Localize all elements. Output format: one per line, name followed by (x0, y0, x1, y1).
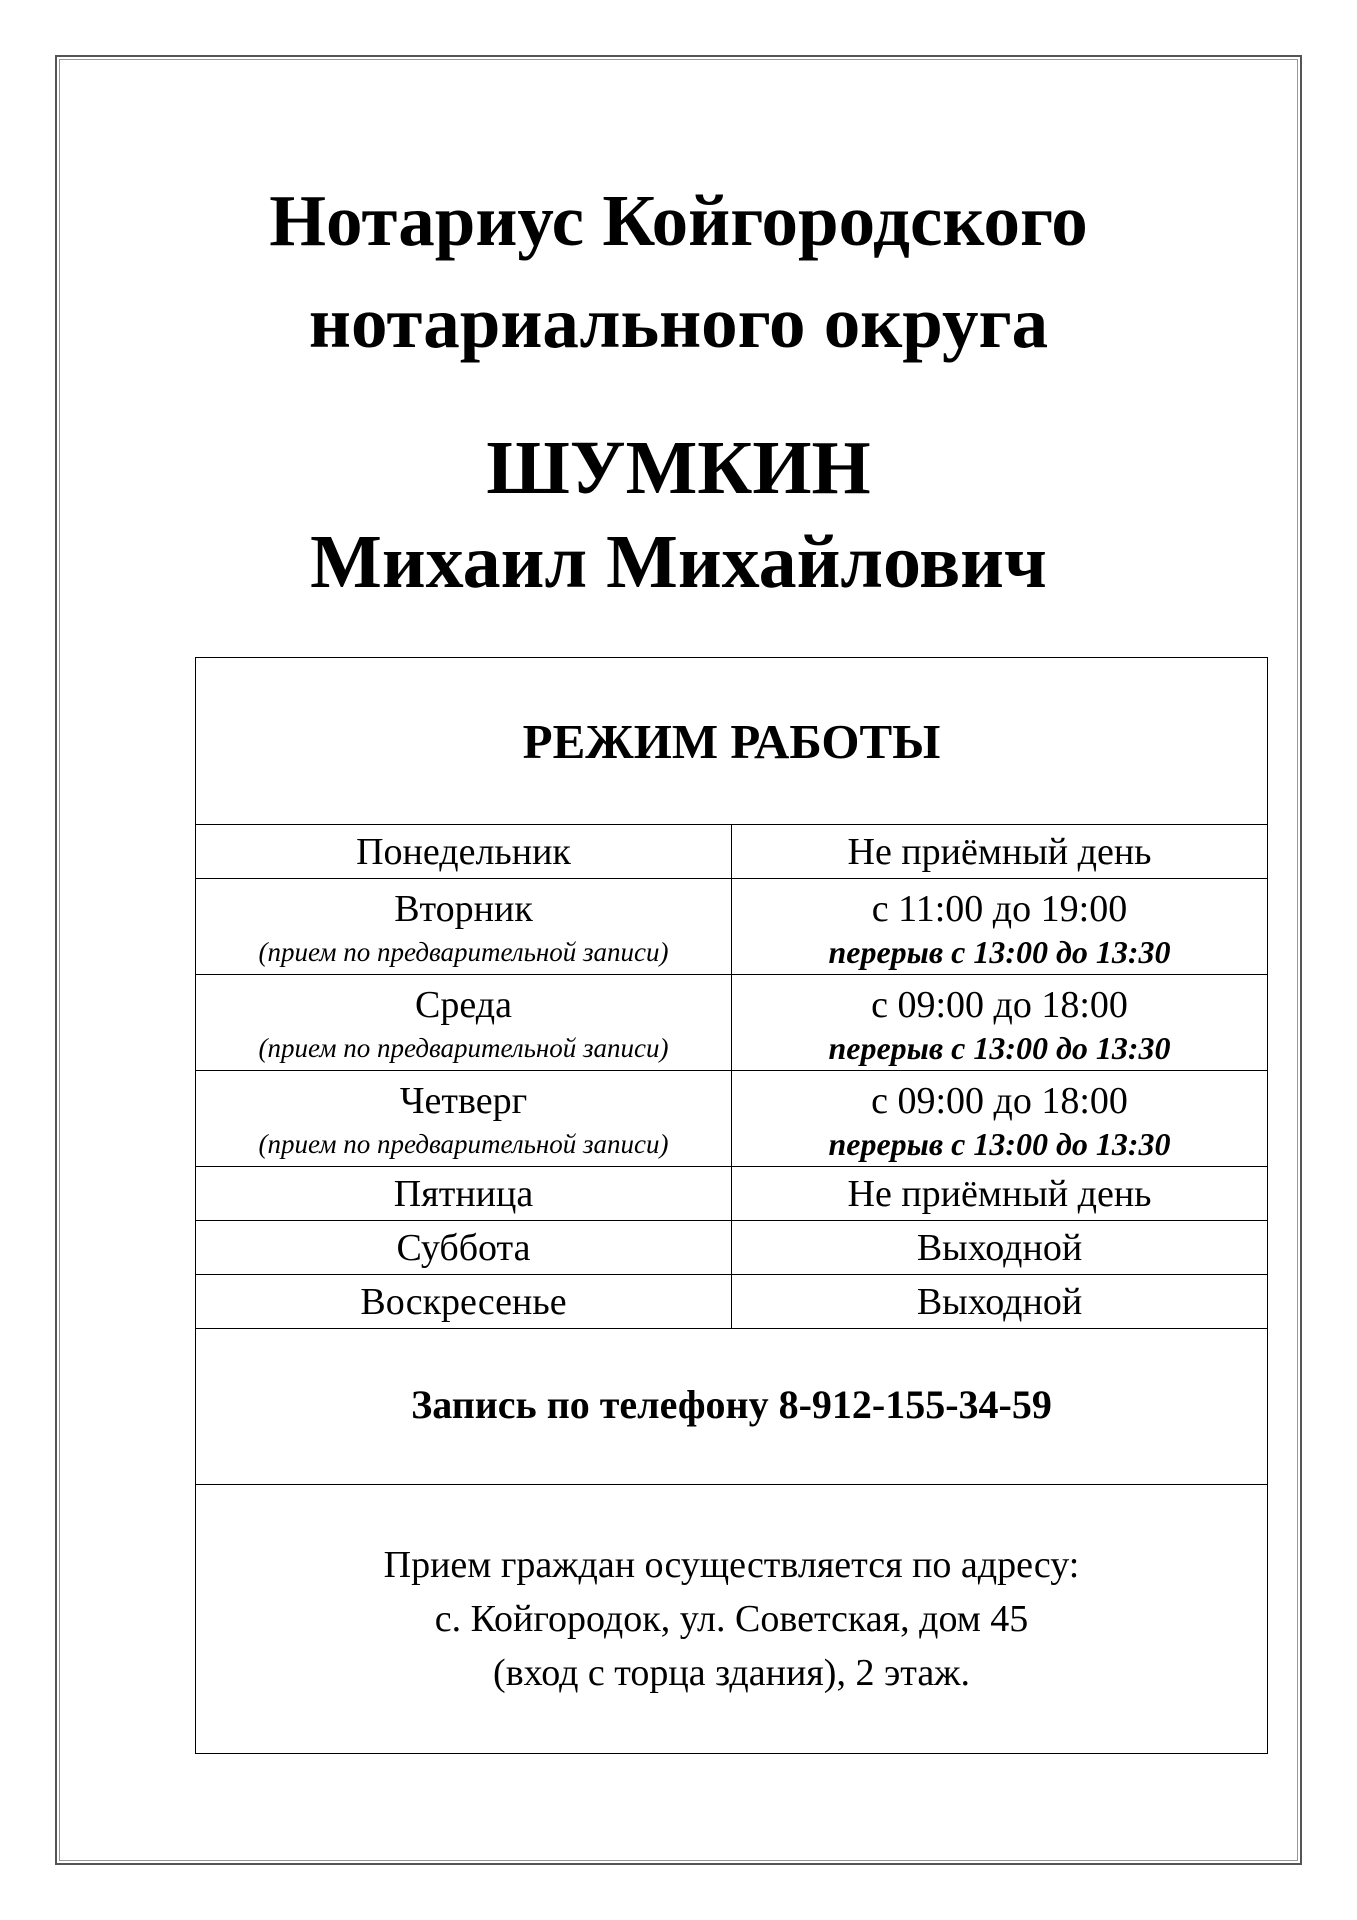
title-line-1: Нотариус Койгородского (269, 180, 1088, 261)
day-cell (196, 1167, 732, 1221)
table-row (196, 1167, 1267, 1221)
day-name: Вторник (394, 887, 533, 930)
day-cell (196, 975, 732, 1071)
hours-text: Выходной (916, 1280, 1083, 1323)
day-cell (196, 825, 732, 879)
schedule-heading: РЕЖИМ РАБОТЫ (196, 658, 1267, 825)
hours-text: Не приёмный день (847, 830, 1152, 873)
hours-cell (732, 1275, 1268, 1329)
phone-booking-line: Запись по телефону 8-912-155-34-59 (196, 1325, 1267, 1485)
appointment-note: (прием по предварительной записи) (258, 1032, 669, 1063)
address-line-3: (вход с торца здания), 2 этаж. (493, 1652, 970, 1694)
hours-cell (732, 975, 1268, 1071)
table-row (196, 879, 1267, 975)
table-row (196, 1275, 1267, 1329)
day-cell (196, 879, 732, 975)
day-cell (196, 1071, 732, 1167)
hours-cell (732, 879, 1268, 975)
hours-text: Не приёмный день (847, 1172, 1152, 1215)
notary-surname: ШУМКИН (486, 426, 871, 510)
day-name: Среда (415, 983, 512, 1026)
address-line-2: с. Койгородок, ул. Советская, дом 45 (434, 1598, 1029, 1640)
appointment-note: (прием по предварительной записи) (258, 1128, 669, 1159)
day-name: Понедельник (356, 830, 571, 873)
table-row (196, 1221, 1267, 1275)
address-line-1: Прием граждан осуществляется по адресу: (383, 1544, 1080, 1586)
hours-cell (732, 825, 1268, 879)
break-text: перерыв с 13:00 до 13:30 (828, 1125, 1171, 1162)
hours-text: Выходной (916, 1226, 1083, 1269)
day-name: Воскресенье (360, 1280, 567, 1323)
day-cell (196, 1221, 732, 1275)
schedule-table (196, 825, 1267, 1329)
appointment-note: (прием по предварительной записи) (258, 936, 669, 967)
hours-text: с 09:00 до 18:00 (871, 1079, 1128, 1122)
notary-given-names: Михаил Михайлович (310, 520, 1047, 604)
hours-text: с 11:00 до 19:00 (871, 887, 1128, 930)
info-box (195, 657, 1268, 1754)
notary-title (0, 170, 1357, 374)
break-text: перерыв с 13:00 до 13:30 (828, 933, 1171, 970)
day-name: Суббота (396, 1226, 531, 1269)
day-cell (196, 1275, 732, 1329)
hours-text: с 09:00 до 18:00 (871, 983, 1128, 1026)
break-text: перерыв с 13:00 до 13:30 (828, 1029, 1171, 1066)
title-line-2: нотариального округа (308, 282, 1049, 363)
hours-cell (732, 1221, 1268, 1275)
day-name: Четверг (399, 1079, 528, 1122)
table-row (196, 975, 1267, 1071)
hours-cell (732, 1071, 1268, 1167)
table-row (196, 825, 1267, 879)
hours-cell (732, 1167, 1268, 1221)
table-row (196, 1071, 1267, 1167)
address-block (196, 1485, 1267, 1753)
day-name: Пятница (393, 1172, 534, 1215)
